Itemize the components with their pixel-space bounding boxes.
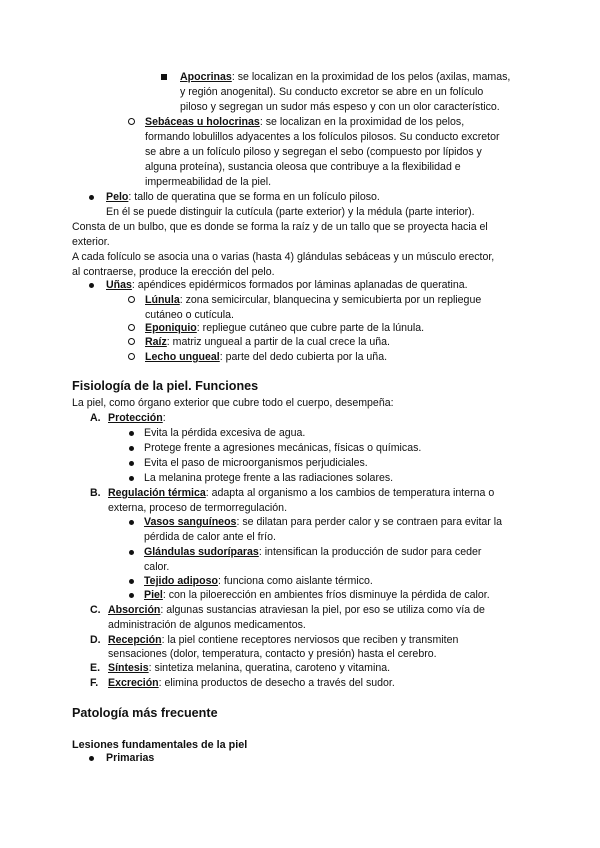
pelo-line2: En él se puede distinguir la cutícula (parte exterior) y la médula (parte interior). (106, 206, 475, 218)
proteccion-line: Protección: (108, 412, 166, 424)
dot-bullet (85, 190, 97, 205)
sintesis-line: Síntesis: sintetiza melanina, queratina, caroteno y vitamina. (108, 662, 391, 674)
list-marker-f: F. (90, 677, 99, 689)
section-heading-patologia: Patología más frecuente (72, 706, 218, 720)
section-heading-fisiologia: Fisiología de la piel. Funciones (72, 379, 259, 393)
regulacion-line1: Regulación térmica: adapta al organismo a los cambios de temperatura interna o (108, 487, 495, 499)
raiz-line: Raíz: matriz ungueal a partir de la cual crece la uña. (145, 336, 390, 348)
absorcion-line1: Absorción: algunas sustancias atraviesan la piel, por eso se utiliza como vía de (108, 604, 485, 616)
glandulas-line2: calor. (144, 561, 170, 573)
fisiologia-intro: La piel, como órgano exterior que cubre todo el cuerpo, desempeña: (72, 397, 394, 409)
absorcion-line2: administración de algunos medicamentos. (108, 619, 306, 631)
bulbo-line1: Consta de un bulbo, que es donde se forma la raíz y de un tallo que se proyecta hacia el (72, 221, 488, 233)
dot-bullet (125, 426, 137, 441)
dot-bullet (125, 456, 137, 471)
lunula-line1: Lúnula: zona semicircular, blanquecina y semicubierta por un repliegue (145, 294, 482, 306)
sebaceas-line4: alguna proteína), sustancia oleosa que contribuye a la flexibilidad e (145, 161, 461, 173)
regulacion-line2: externa, proceso de termorregulación. (108, 502, 288, 514)
recepcion-line1: Recepción: la piel contiene receptores nerviosos que reciben y transmiten (108, 634, 459, 646)
sebaceas-line3: se abre a un folículo piloso y segregan el sebo (compuesto por lípidos y (145, 146, 482, 158)
dot-bullet (85, 278, 97, 293)
list-marker-c: C. (90, 604, 101, 616)
subheading-lesiones: Lesiones fundamentales de la piel (72, 739, 248, 751)
primarias-item: Primarias (106, 752, 155, 764)
dot-bullet (125, 441, 137, 456)
circle-bullet (125, 115, 137, 130)
foliculo-line2: al contraerse, produce la erección del pelo. (72, 266, 275, 278)
excrecion-line: Excreción: elimina productos de desecho a través del sudor. (108, 677, 395, 689)
pelo-line1: Pelo: tallo de queratina que se forma en un folículo piloso. (106, 191, 380, 203)
circle-bullet (125, 350, 137, 365)
sebaceas-line2: formando lobulillos adyacentes a los folículos pilosos. Su conducto excretor (145, 131, 500, 143)
apocrinas-line3: piloso y segregan un sudor más espeso y con un olor característico. (180, 101, 500, 113)
piel-line: Piel: con la piloerección en ambientes fríos disminuye la pérdida de calor. (144, 589, 490, 601)
sebaceas-line5: impermeabilidad de la piel. (145, 176, 272, 188)
circle-bullet (125, 335, 137, 350)
list-marker-d: D. (90, 634, 101, 646)
apocrinas-line2: y región anogenital). Su conducto excretor se abre en un folículo (180, 86, 484, 98)
glandulas-line1: Glándulas sudoríparas: intensifican la producción de sudor para ceder (144, 546, 482, 558)
foliculo-line1: A cada folículo se asocia una o varias (hasta 4) glándulas sebáceas y un músculo erector, (72, 251, 495, 263)
list-marker-e: E. (90, 662, 101, 674)
bulbo-line2: exterior. (72, 236, 110, 248)
circle-bullet (125, 293, 137, 308)
list-marker-a: A. (90, 412, 101, 424)
lecho-line: Lecho ungueal: parte del dedo cubierta por la uña. (145, 351, 388, 363)
circle-bullet (125, 321, 137, 336)
eponiquio-line: Eponiquio: repliegue cutáneo que cubre parte de la lúnula. (145, 322, 425, 334)
square-bullet (158, 70, 170, 85)
dot-bullet (125, 574, 137, 589)
recepcion-line2: sensaciones (dolor, temperatura, contacto y presión) hasta el cerebro. (108, 648, 437, 660)
tejido-line: Tejido adiposo: funciona como aislante térmico. (144, 575, 373, 587)
dot-bullet (125, 545, 137, 560)
dot-bullet (85, 751, 97, 766)
dot-bullet (125, 588, 137, 603)
vasos-line1: Vasos sanguíneos: se dilatan para perder calor y se contraen para evitar la (144, 516, 503, 528)
proteccion-item: Evita el paso de microorganismos perjudiciales. (144, 457, 368, 469)
apocrinas-line1: Apocrinas: se localizan en la proximidad de los pelos (axilas, mamas, (180, 71, 511, 83)
unas-line1: Uñas: apéndices epidérmicos formados por láminas aplanadas de queratina. (106, 279, 468, 291)
dot-bullet (125, 515, 137, 530)
dot-bullet (125, 471, 137, 486)
list-marker-b: B. (90, 487, 101, 499)
vasos-line2: pérdida de calor ante el frío. (144, 531, 276, 543)
proteccion-item: La melanina protege frente a las radiaciones solares. (144, 472, 394, 484)
sebaceas-line1: Sebáceas u holocrinas: se localizan en la proximidad de los pelos, (145, 116, 465, 128)
proteccion-item: Evita la pérdida excesiva de agua. (144, 427, 306, 439)
lunula-line2: cutáneo o cutícula. (145, 309, 234, 321)
proteccion-item: Protege frente a agresiones mecánicas, físicas o químicas. (144, 442, 422, 454)
